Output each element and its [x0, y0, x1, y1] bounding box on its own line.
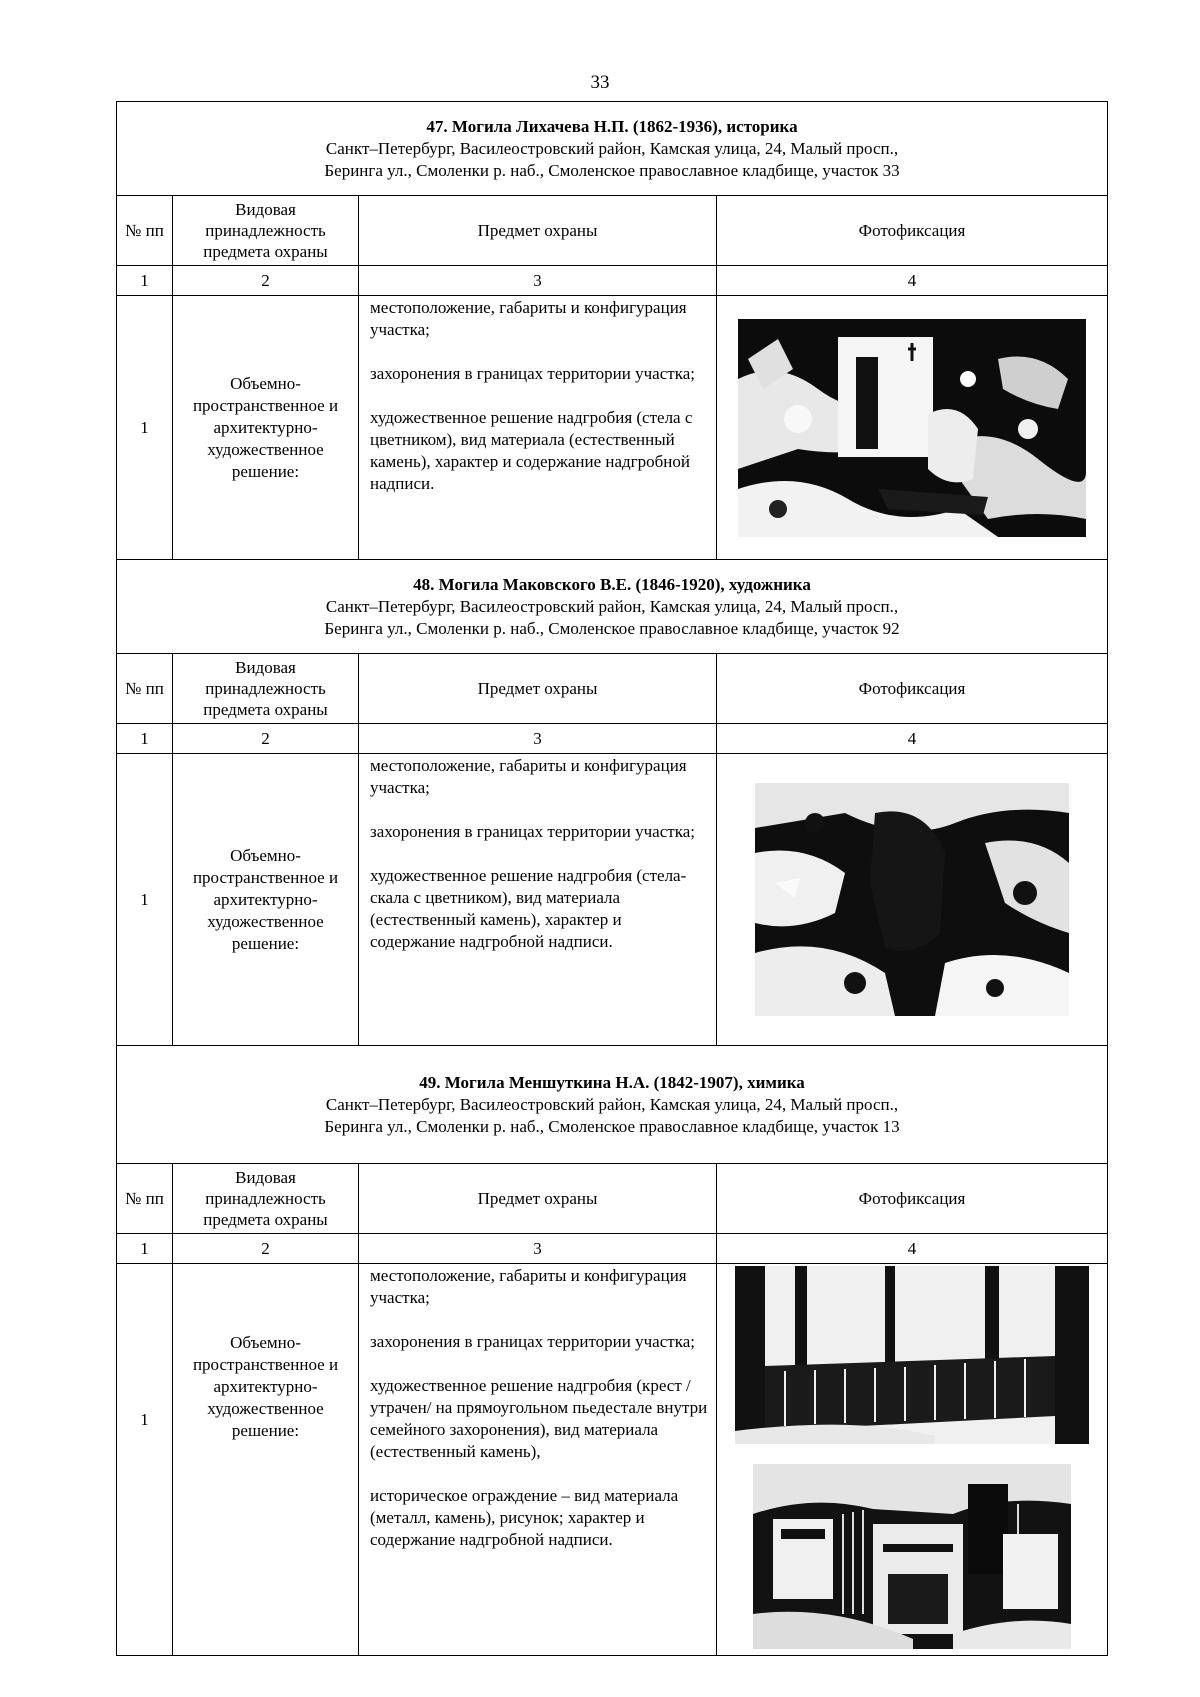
page-number: 33: [590, 72, 610, 93]
col-header-type: Видовая принадлежность предмета охраны: [173, 654, 359, 724]
col-header-num: № пп: [117, 1164, 173, 1234]
row-number: 1: [117, 754, 173, 1046]
protection-subject: [359, 1264, 717, 1656]
grave-fence-photo: [753, 1464, 1071, 1649]
protection-subject: [359, 754, 717, 1046]
subject-item: местоположение, габариты и конфигурация участка;: [370, 298, 687, 339]
col-number: 2: [173, 266, 359, 296]
col-number: 2: [173, 1234, 359, 1264]
col-header-subject: Предмет охраны: [359, 654, 717, 724]
protection-type: Объемно-пространственное и архитектурно-художественное решение:: [173, 296, 359, 560]
subject-item: художественное решение надгробия (стела-скала с цветником), вид материала (естественный камень), характер и содержание надгробной надписи.: [370, 866, 687, 951]
row-number: 1: [117, 1264, 173, 1656]
section-address-line: Беринга ул., Смоленки р. наб., Смоленское православное кладбище, участок 13: [324, 1116, 900, 1136]
col-number: 3: [359, 266, 717, 296]
section-address-line: Санкт–Петербург, Василеостровский район, Камская улица, 24, Малый просп.,: [325, 1094, 899, 1114]
subject-item: историческое ограждение – вид материала (металл, камень), рисунок; характер и содержание надгробной надписи.: [370, 1486, 679, 1549]
col-number: 2: [173, 724, 359, 754]
section-header: [117, 560, 1108, 654]
grave-fence-photo: [735, 1266, 1089, 1444]
col-number: 1: [117, 724, 173, 754]
subject-item: местоположение, габариты и конфигурация участка;: [370, 1266, 687, 1307]
section-header: [117, 1046, 1108, 1164]
subject-item: захоронения в границах территории участка;: [370, 822, 695, 841]
subject-item: захоронения в границах территории участка;: [370, 364, 695, 383]
section-address-line: Беринга ул., Смоленки р. наб., Смоленское православное кладбище, участок 33: [324, 160, 900, 180]
photo-cell: [717, 754, 1108, 1046]
col-number: 3: [359, 1234, 717, 1264]
col-number: 1: [117, 1234, 173, 1264]
col-header-num: № пп: [117, 196, 173, 266]
col-header-photo: Фотофиксация: [717, 654, 1108, 724]
col-number: 3: [359, 724, 717, 754]
protection-type: Объемно-пространственное и архитектурно-художественное решение:: [173, 1264, 359, 1656]
col-header-num: № пп: [117, 654, 173, 724]
section-title: 48. Могила Маковского В.Е. (1846-1920), художника: [413, 574, 811, 594]
section-address-line: Санкт–Петербург, Василеостровский район, Камская улица, 24, Малый просп.,: [325, 138, 899, 158]
section-title: 49. Могила Меншуткина Н.А. (1842-1907), химика: [419, 1072, 805, 1092]
photo-cell: [717, 296, 1108, 560]
row-number: 1: [117, 296, 173, 560]
col-number: 4: [717, 266, 1108, 296]
subject-item: местоположение, габариты и конфигурация участка;: [370, 756, 687, 797]
col-header-type: Видовая принадлежность предмета охраны: [173, 196, 359, 266]
gravestone-photo: [755, 783, 1069, 1016]
protection-type: Объемно-пространственное и архитектурно-художественное решение:: [173, 754, 359, 1046]
section-48-table: [116, 559, 1108, 1046]
col-header-photo: Фотофиксация: [717, 1164, 1108, 1234]
subject-item: художественное решение надгробия (стела с цветником), вид материала (естественный камень), характер и содержание надгробной надписи.: [370, 408, 693, 493]
section-title: 47. Могила Лихачева Н.П. (1862-1936), историка: [426, 116, 798, 136]
section-header: [117, 102, 1108, 196]
col-header-type: Видовая принадлежность предмета охраны: [173, 1164, 359, 1234]
section-47-table: [116, 101, 1108, 560]
col-number: 1: [117, 266, 173, 296]
section-address-line: Беринга ул., Смоленки р. наб., Смоленское православное кладбище, участок 92: [324, 618, 900, 638]
col-number: 4: [717, 724, 1108, 754]
section-address-line: Санкт–Петербург, Василеостровский район, Камская улица, 24, Малый просп.,: [325, 596, 899, 616]
col-header-photo: Фотофиксация: [717, 196, 1108, 266]
subject-item: художественное решение надгробия (крест /утрачен/ на прямоугольном пьедестале внутри семейного захоронения), вид материала (естественный камень),: [370, 1376, 708, 1461]
col-header-subject: Предмет охраны: [359, 196, 717, 266]
protection-subject: [359, 296, 717, 560]
section-49-table: [116, 1045, 1108, 1656]
photo-cell: [717, 1264, 1108, 1656]
col-number: 4: [717, 1234, 1108, 1264]
col-header-subject: Предмет охраны: [359, 1164, 717, 1234]
gravestone-photo: [738, 319, 1086, 537]
subject-item: захоронения в границах территории участка;: [370, 1332, 695, 1351]
